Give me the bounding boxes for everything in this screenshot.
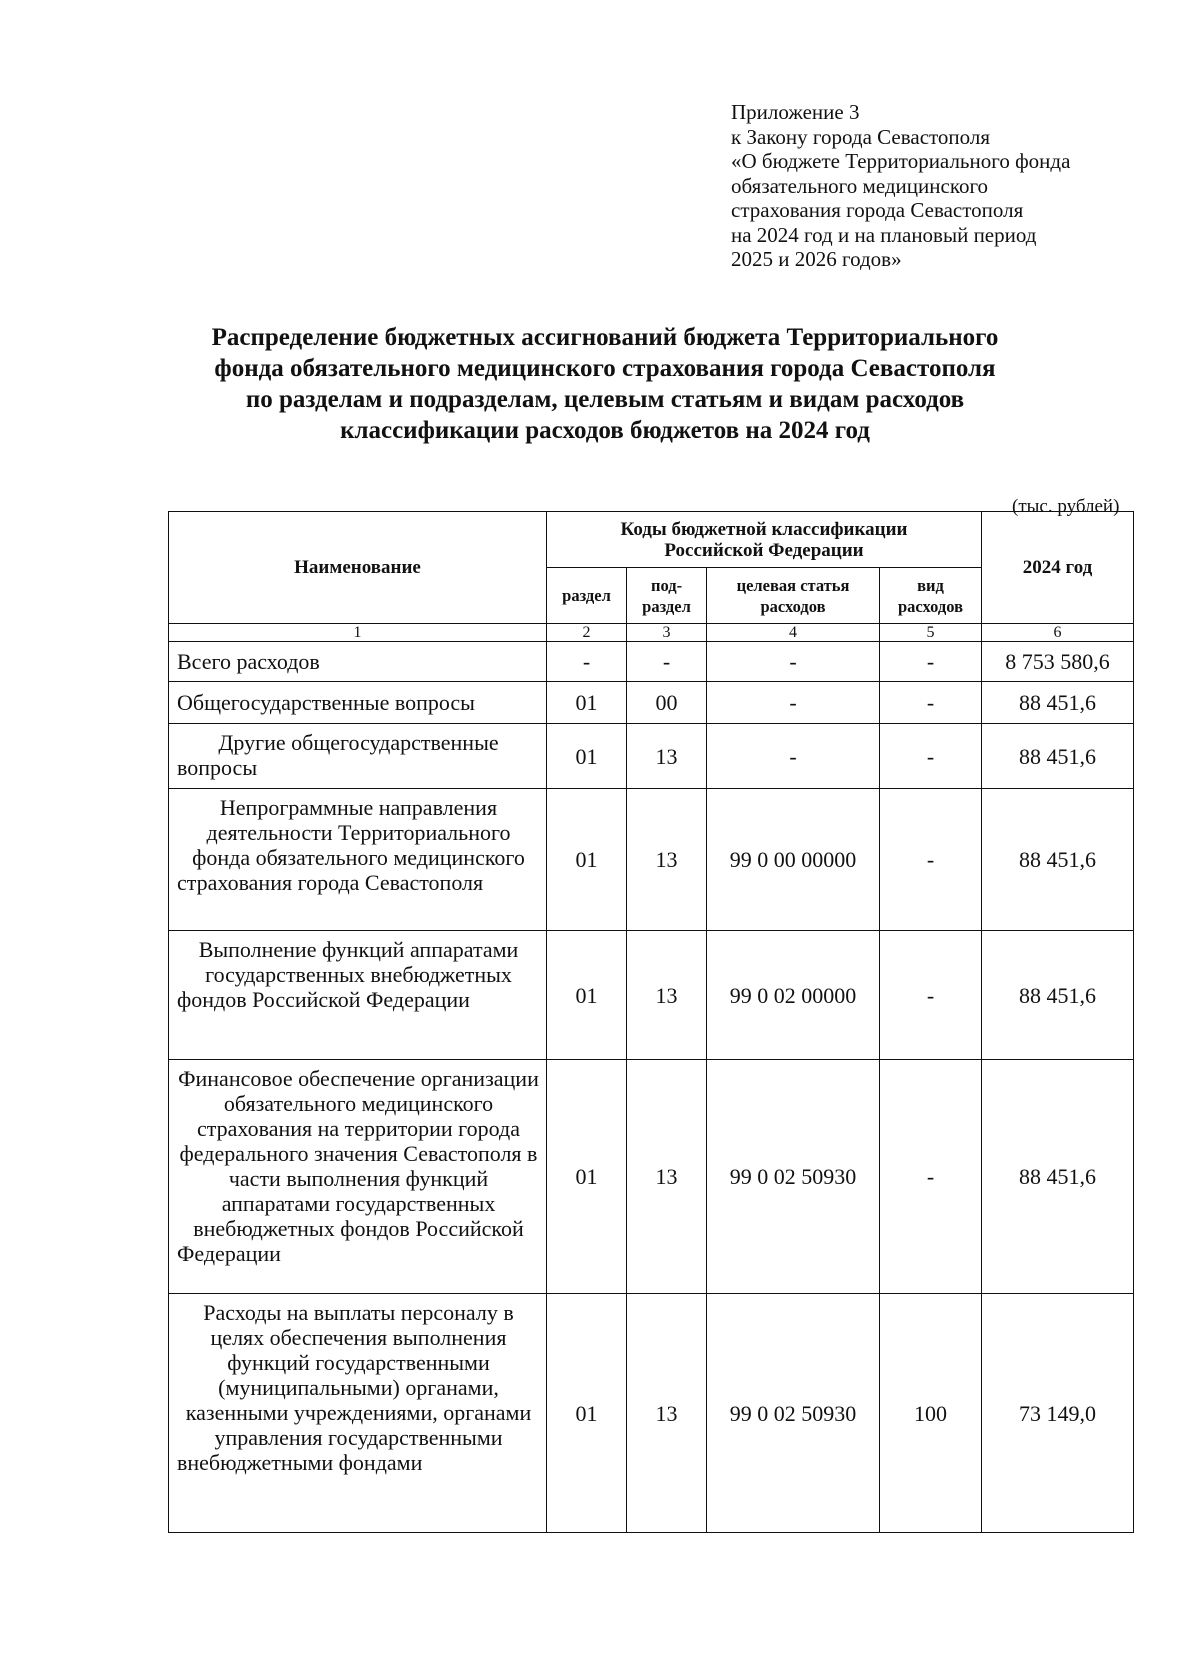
row-name: Другие общегосударственные вопросы <box>169 724 547 789</box>
table-row <box>169 642 1134 682</box>
row-celevaya: 99 0 02 50930 <box>707 1060 880 1294</box>
header-razdel: раздел <box>547 568 627 624</box>
table-row <box>169 682 1134 724</box>
row-celevaya: 99 0 00 00000 <box>707 789 880 931</box>
row-podrazdel: 13 <box>627 1294 707 1533</box>
table-row <box>169 789 1134 931</box>
header-celevaya: целевая статья расходов <box>707 568 880 624</box>
appendix-line: на 2024 год и на плановый период <box>731 222 1037 247</box>
appendix-line: 2025 и 2026 годов» <box>731 247 902 271</box>
row-amount: 88 451,6 <box>982 1060 1134 1294</box>
table-row <box>169 1294 1134 1533</box>
row-razdel: - <box>547 642 627 682</box>
row-razdel: 01 <box>547 1294 627 1533</box>
appendix-note <box>731 100 1151 272</box>
row-vid: - <box>880 642 982 682</box>
title-line: Распределение бюджетных ассигнований бюджета Территориального <box>211 324 999 351</box>
row-razdel: 01 <box>547 724 627 789</box>
title-line: фонда обязательного медицинского страхования города Севастополя <box>214 355 996 382</box>
row-vid: - <box>880 682 982 724</box>
title-line: по разделам и подразделам, целевым статьям и видам расходов <box>245 386 965 413</box>
row-celevaya: 99 0 02 00000 <box>707 931 880 1060</box>
row-vid: - <box>880 789 982 931</box>
row-name: Всего расходов <box>169 642 547 682</box>
column-number: 3 <box>627 624 707 642</box>
title-line: классификации расходов бюджетов на 2024 год <box>340 417 870 444</box>
row-amount: 88 451,6 <box>982 931 1134 1060</box>
header-year: 2024 год <box>982 512 1134 624</box>
column-number: 6 <box>982 624 1134 642</box>
row-podrazdel: 13 <box>627 724 707 789</box>
row-amount: 8 753 580,6 <box>982 642 1134 682</box>
row-amount: 88 451,6 <box>982 724 1134 789</box>
column-number: 5 <box>880 624 982 642</box>
row-name: Выполнение функций аппаратами государственных внебюджетных фондов Российской Федерации <box>169 931 547 1060</box>
row-razdel: 01 <box>547 931 627 1060</box>
row-celevaya: - <box>707 642 880 682</box>
row-name: Расходы на выплаты персоналу в целях обеспечения выполнения функций государственными (муниципальными) органами, казенными учреждениями, органами управления государственными внебюджетными фондами <box>169 1294 547 1533</box>
appendix-line: к Закону города Севастополя <box>731 124 991 149</box>
row-amount: 88 451,6 <box>982 789 1134 931</box>
row-podrazdel: 13 <box>627 1060 707 1294</box>
row-podrazdel: - <box>627 642 707 682</box>
row-vid: - <box>880 931 982 1060</box>
row-razdel: 01 <box>547 1060 627 1294</box>
row-vid: - <box>880 1060 982 1294</box>
column-number: 4 <box>707 624 880 642</box>
appendix-line: «О бюджете Территориального фонда <box>731 149 1071 173</box>
header-vid: вид расходов <box>880 568 982 624</box>
row-podrazdel: 13 <box>627 931 707 1060</box>
row-name: Непрограммные направления деятельности Территориального фонда обязательного медицинского страхования города Севастополя <box>169 789 547 931</box>
appendix-line: страхования города Севастополя <box>731 198 1024 222</box>
table-row <box>169 724 1134 789</box>
row-vid: 100 <box>880 1294 982 1533</box>
row-razdel: 01 <box>547 789 627 931</box>
column-number: 1 <box>169 624 547 642</box>
row-amount: 88 451,6 <box>982 682 1134 724</box>
units-label: (тыс. рублей) <box>1012 496 1120 517</box>
row-celevaya: 99 0 02 50930 <box>707 1294 880 1533</box>
budget-table <box>168 511 1134 1533</box>
row-celevaya: - <box>707 724 880 789</box>
column-number: 2 <box>547 624 627 642</box>
row-amount: 73 149,0 <box>982 1294 1134 1533</box>
row-celevaya: - <box>707 682 880 724</box>
appendix-line: обязательного медицинского <box>731 173 989 198</box>
appendix-line: Приложение 3 <box>731 100 860 124</box>
document-title <box>150 322 1060 446</box>
row-podrazdel: 00 <box>627 682 707 724</box>
row-name: Общегосударственные вопросы <box>169 682 547 724</box>
table-row <box>169 931 1134 1060</box>
header-podrazdel: под-раздел <box>627 568 707 624</box>
row-podrazdel: 13 <box>627 789 707 931</box>
row-name: Финансовое обеспечение организации обязательного медицинского страхования на территории города федерального значения Севастополя в части выполнения функций аппаратами государственных внебюджетных фондов Российской Федерации <box>169 1060 547 1294</box>
row-razdel: 01 <box>547 682 627 724</box>
table-row <box>169 1060 1134 1294</box>
header-name: Наименование <box>169 512 547 624</box>
row-vid: - <box>880 724 982 789</box>
header-codes-group: Коды бюджетной классификации Российской Федерации <box>547 512 982 568</box>
